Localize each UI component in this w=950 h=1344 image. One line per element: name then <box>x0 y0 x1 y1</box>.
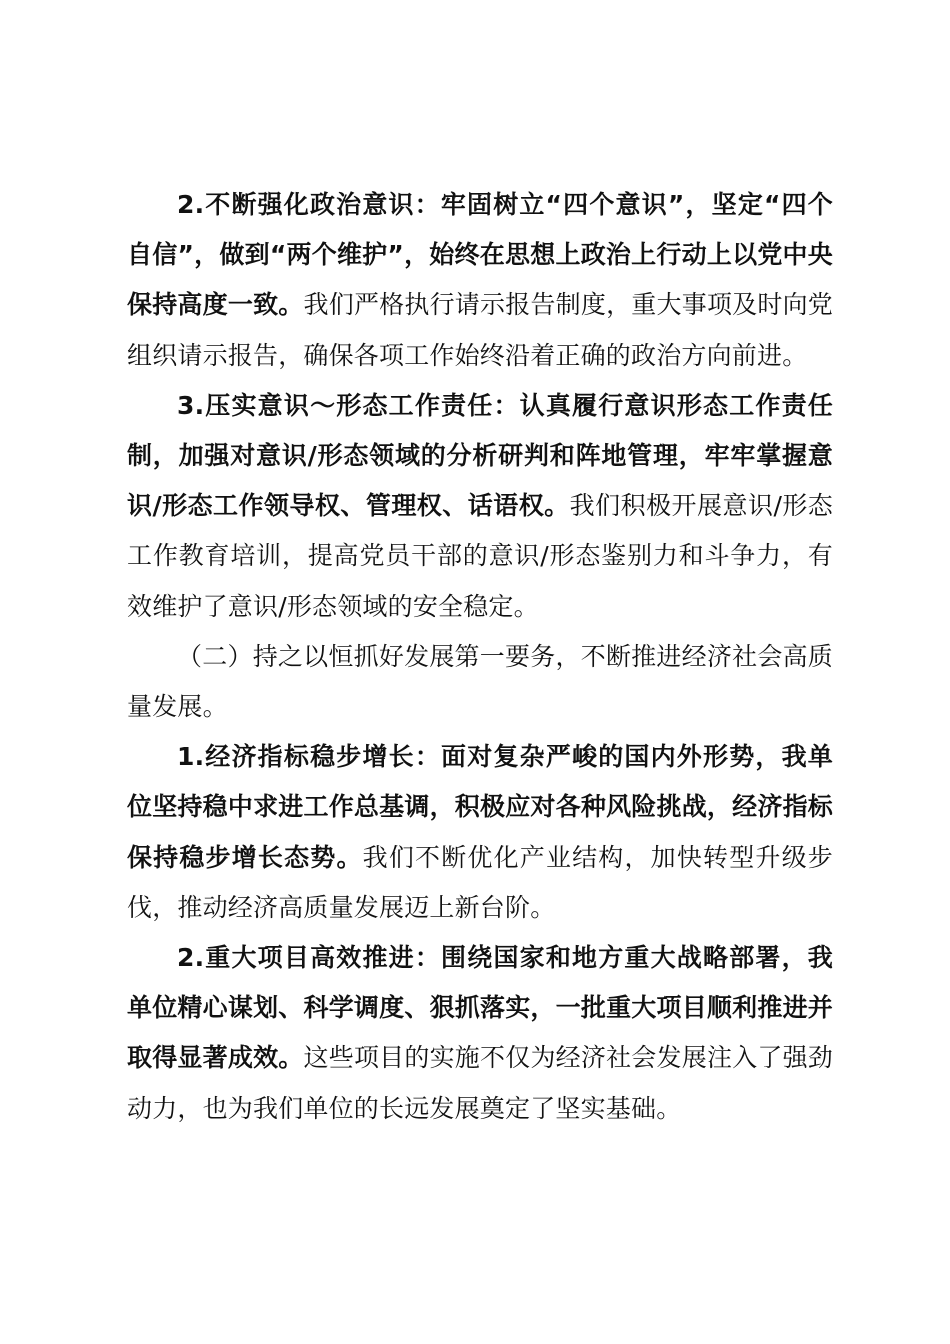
paragraph-major-projects <box>127 933 833 1134</box>
paragraph-lead: 2.重大项目高效推进：围绕国家和地方重大战略部署，我单位精心谋划、科学调度、狠抓落实，一批重大项目顺利推进并取得显著成效。 <box>127 943 833 1073</box>
section-heading-development <box>127 632 833 732</box>
paragraph-body: 我们不断优化产业结构，加快转型升级步伐，推动经济高质量发展迈上新台阶。 <box>127 842 833 922</box>
paragraph-lead: 2.不断强化政治意识：牢固树立“四个意识”，坚定“四个自信”，做到“两个维护”，始终在思想上政治上行动上以党中央保持高度一致。 <box>127 190 833 320</box>
document-page <box>127 180 833 1134</box>
paragraph-body: 我们积极开展意识/形态工作教育培训，提高党员干部的意识/形态鉴别力和斗争力，有效维护了意识/形态领域的安全稳定。 <box>127 491 834 621</box>
paragraph-lead: 3.压实意识～形态工作责任：认真履行意识形态工作责任制，加强对意识/形态领域的分析研判和阵地管理，牢牢掌握意识/形态工作领导权、管理权、话语权。 <box>127 390 833 521</box>
paragraph-political-awareness <box>127 180 833 381</box>
paragraph-ideology-responsibility <box>127 381 833 632</box>
paragraph-body: 我们严格执行请示报告制度，重大事项及时向党组织请示报告，确保各项工作始终沿着正确的政治方向前进。 <box>127 290 834 370</box>
paragraph-lead: 1.经济指标稳步增长：面对复杂严峻的国内外形势，我单位坚持稳中求进工作总基调，积极应对各种风险挑战，经济指标保持稳步增长态势。 <box>127 742 833 872</box>
paragraph-body: （二）持之以恒抓好发展第一要务，不断推进经济社会高质量发展。 <box>127 641 833 722</box>
paragraph-body: 这些项目的实施不仅为经济社会发展注入了强劲动力，也为我们单位的长远发展奠定了坚实基础。 <box>127 1043 834 1123</box>
paragraph-economic-indicators <box>127 732 833 933</box>
